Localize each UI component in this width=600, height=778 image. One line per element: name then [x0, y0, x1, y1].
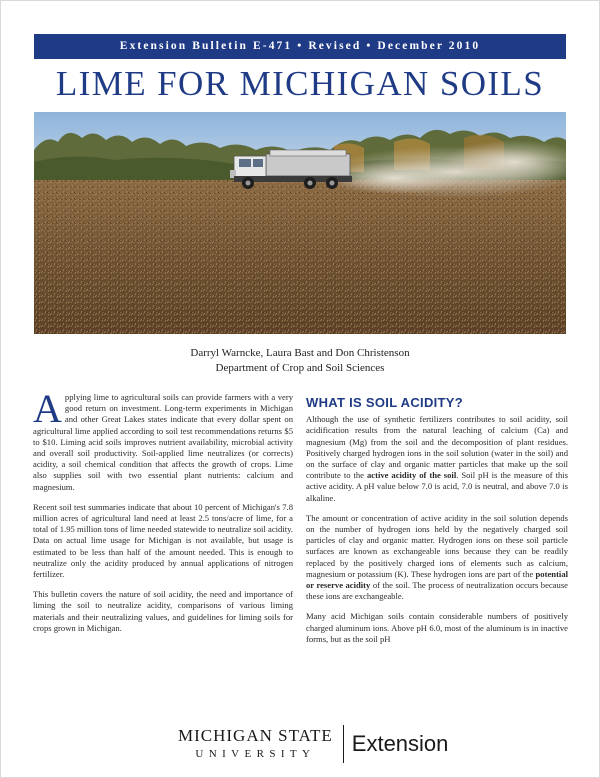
reserve-acidity-text-a: The amount or concentration of active acidity in the soil solution depends on the number of hydrogen ions held by the negatively charged soil particles of clay and organic matter. Hydrogen ions on these soil particle surfaces are known as exchangeable ions because they can be readily replaced by the positively charged ions of elements such as calcium, magnesium or potassium (K). These hydrogen ions are part of the [306, 512, 568, 579]
author-names: Darryl Warncke, Laura Bast and Don Christenson [190, 347, 410, 359]
intro-paragraph [33, 386, 293, 493]
author-block [34, 346, 566, 376]
document-title: LIME FOR MICHIGAN SOILS [55, 64, 545, 103]
logo-divider [343, 725, 344, 763]
soil-acidity-text-a: Although the use of synthetic fertilizers contributes to soil acidity, soil acidification results from the natural leaching of calcium (Ca) and magnesium (Mg) from the soil and the decomposition of plant residues. Positively charged hydrogen ions in the soil solution (water in the soil) and on the surface of clay and organic matter particles that make up the soil contribute to the [306, 414, 568, 481]
soil-acidity-paragraph [306, 414, 568, 504]
intro-paragraph-text: pplying lime to agricultural soils can provide farmers with a very good return on investment. Long-term experiments in Michigan and other Great Lakes states indicate that every dollar spent on agricultural lime applied according to soil test recommendations returns $5 to $10. Liming acid soils improves nutrient availability, microbial activity and overall soil productivity. Soil-applied lime neutralizes (or corrects) acidity, a soil chemical condition that affects the growth of crops. Lime also supplies soil with two essential plant nutrients: calcium and magnesium. [33, 392, 293, 492]
reserve-acidity-term: potential or reserve acidity [306, 568, 568, 591]
active-acidity-term: active acidity of the soil [366, 470, 457, 481]
author-department: Department of Crop and Soil Sciences [215, 362, 385, 374]
extension-wordmark: Extension [351, 731, 449, 756]
cover-photo [34, 112, 566, 334]
aluminum-paragraph: Many acid Michigan soils contain considerable numbers of positively charged aluminum ions. Above pH 6.0, most of the aluminum is in inactive forms, but as the soil pH [306, 611, 568, 644]
reserve-acidity-paragraph [306, 513, 568, 603]
drop-cap: A [33, 386, 62, 431]
truck-spreading-lime-photo [34, 112, 566, 334]
soil-test-paragraph: Recent soil test summaries indicate that about 10 percent of Michigan's 7.8 million acres of agricultural land need at least 2.5 tons/acre of lime, for a total of 1.95 million tons of lime needed statewide to neutralize soil acidity. Data on actual lime usage for Michigan is not available, but usage is estimated to be less than half of the amount needed. This is enough to neutralize only the acidity produced by annual applications of nitrogen fertilizer. [33, 501, 293, 580]
bulletin-banner-text: Extension Bulletin E-471 • Revised • December 2010 [119, 40, 481, 52]
bulletin-scope-paragraph: This bulletin covers the nature of soil acidity, the need and importance of liming the soil to neutralize acidity, comparisons of various liming materials and their neutralizing values, and guidelines for liming soils for crops grown in Michigan. [33, 589, 293, 633]
msu-extension-logo [178, 724, 448, 764]
left-column [33, 386, 293, 643]
msu-wordmark [178, 727, 333, 761]
msu-wordmark-top: MICHIGAN STATE [178, 726, 333, 745]
msu-wordmark-bottom: UNIVERSITY [195, 748, 316, 760]
soil-acidity-text-b: . Soil pH is the measure of this active acidity. A pH value below 7.0 is acid, 7.0 is neutral, and above 7.0 is alkaline. [306, 470, 569, 503]
right-column [306, 392, 568, 654]
section-heading: WHAT IS SOIL ACIDITY? [306, 395, 463, 410]
bulletin-banner [34, 34, 566, 59]
reserve-acidity-text-b: of the soil. The process of neutralization occurs because these ions are exchangeable. [306, 580, 568, 602]
